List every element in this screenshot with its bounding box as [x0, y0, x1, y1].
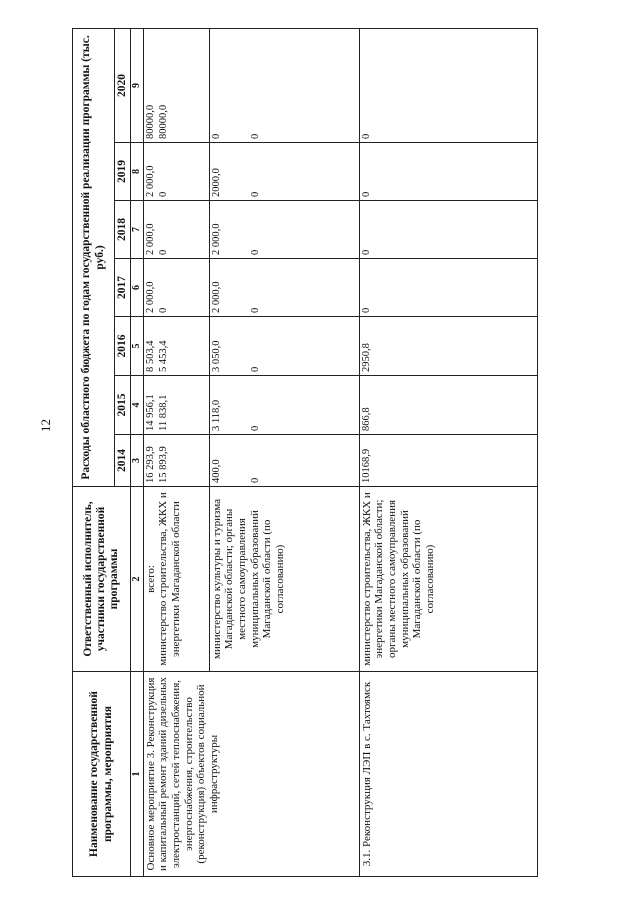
executor-value: 0 — [249, 425, 261, 431]
header-executor: Ответственный исполнитель, участники государственной программы — [73, 487, 131, 672]
value-cell — [143, 435, 209, 487]
total-value: 8 503,4 — [144, 340, 156, 372]
header-year: 2016 — [115, 317, 131, 376]
header-year: 2014 — [115, 435, 131, 487]
executor-value: 0 — [157, 249, 169, 255]
header-year: 2019 — [115, 143, 131, 201]
value-cell: 0 — [359, 28, 537, 142]
column-index: 3 — [131, 435, 144, 487]
value-cell — [143, 376, 209, 435]
executor-cell — [143, 487, 209, 672]
header-year: 2018 — [115, 201, 131, 259]
value-cell: 0 — [359, 201, 537, 259]
header-year: 2020 — [115, 28, 131, 142]
column-index: 9 — [131, 28, 144, 142]
executor-value: 0 — [157, 191, 169, 197]
budget-table — [72, 28, 538, 877]
executor-value: 2 000,0 — [210, 281, 222, 313]
value-cell: 0 — [359, 143, 537, 201]
measure-name: Основное мероприятие 3. Реконструкция и капитальный ремонт зданий дизельных электростанций, сетей теплоснабжения, энергоснабжения, строительство (реконструкция) объектов социальной инфраструктуры — [143, 672, 359, 877]
executor-value: 2 000,0 — [210, 223, 222, 255]
executor-value: 400,0 — [210, 459, 222, 483]
value-cell — [143, 317, 209, 376]
executor-value: 3 050,0 — [210, 340, 222, 372]
value-cell — [143, 259, 209, 317]
value-cell — [209, 28, 359, 142]
value-cell — [209, 317, 359, 376]
executor-value: 2000,0 — [210, 168, 222, 197]
value-cell — [209, 435, 359, 487]
value-cell: 2950,8 — [359, 317, 537, 376]
header-year: 2015 — [115, 376, 131, 435]
executor-name: министерство строительства, ЖКХ и энергетики Магаданской области — [157, 492, 182, 666]
executor-value: 3 118,0 — [210, 399, 222, 431]
executor-value: 15 893,9 — [157, 446, 169, 483]
total-label: всего: — [144, 565, 157, 593]
executor-value: 0 — [249, 249, 261, 255]
value-cell: 866,8 — [359, 376, 537, 435]
value-cell — [209, 201, 359, 259]
total-value: 80000,0 — [144, 104, 156, 139]
header-year: 2017 — [115, 259, 131, 317]
column-index: 7 — [131, 201, 144, 259]
value-cell — [143, 28, 209, 142]
value-cell — [209, 376, 359, 435]
column-index: 5 — [131, 317, 144, 376]
column-index: 6 — [131, 259, 144, 317]
table-row — [143, 28, 209, 876]
executor-value: 0 — [249, 307, 261, 313]
header-expenses: Расходы областного бюджета по годам государственной реализации программы (тыс. руб.) — [73, 28, 115, 486]
column-index: 8 — [131, 143, 144, 201]
table-row — [359, 28, 537, 876]
executor-value: 0 — [249, 366, 261, 372]
page-number: 12 — [38, 419, 53, 432]
executor-value: 0 — [249, 477, 261, 483]
value-cell — [143, 201, 209, 259]
rotated-page — [72, 29, 567, 877]
value-cell — [143, 143, 209, 201]
executor-value: 80000,0 — [157, 104, 169, 139]
column-index: 1 — [131, 672, 144, 877]
executor-name: министерство строительства, ЖКХ и энергетики Магаданской области; органы местного самоуправления муниципальных образований Магаданской области (по согласованию) — [359, 487, 537, 672]
value-cell — [209, 259, 359, 317]
executor-value: 11 838,1 — [157, 394, 169, 431]
column-index: 2 — [131, 487, 144, 672]
total-value: 14 956,1 — [144, 394, 156, 431]
total-value: 2 000,0 — [144, 165, 156, 197]
executor-value: 0 — [157, 307, 169, 313]
executor-value: 5 453,4 — [157, 340, 169, 372]
total-value: 2 000,0 — [144, 223, 156, 255]
header-name: Наименование государственной программы, мероприятия — [73, 672, 131, 877]
executor-value: 0 — [210, 133, 222, 139]
value-cell: 10168,9 — [359, 435, 537, 487]
column-index: 4 — [131, 376, 144, 435]
value-cell — [209, 143, 359, 201]
executor-value: 0 — [249, 191, 261, 197]
total-value: 16 293,9 — [144, 446, 156, 483]
item-name: 3.1. Реконструкция ЛЭП в с. Тахтоямск — [359, 672, 537, 877]
total-value: 2 000,0 — [144, 281, 156, 313]
column-index-row — [131, 28, 144, 876]
value-cell: 0 — [359, 259, 537, 317]
executor-value: 0 — [249, 133, 261, 139]
executor-name: министерство культуры и туризма Магаданской области; органы местного самоуправления муниципальных образований Магаданской области (по согласованию) — [209, 487, 359, 672]
